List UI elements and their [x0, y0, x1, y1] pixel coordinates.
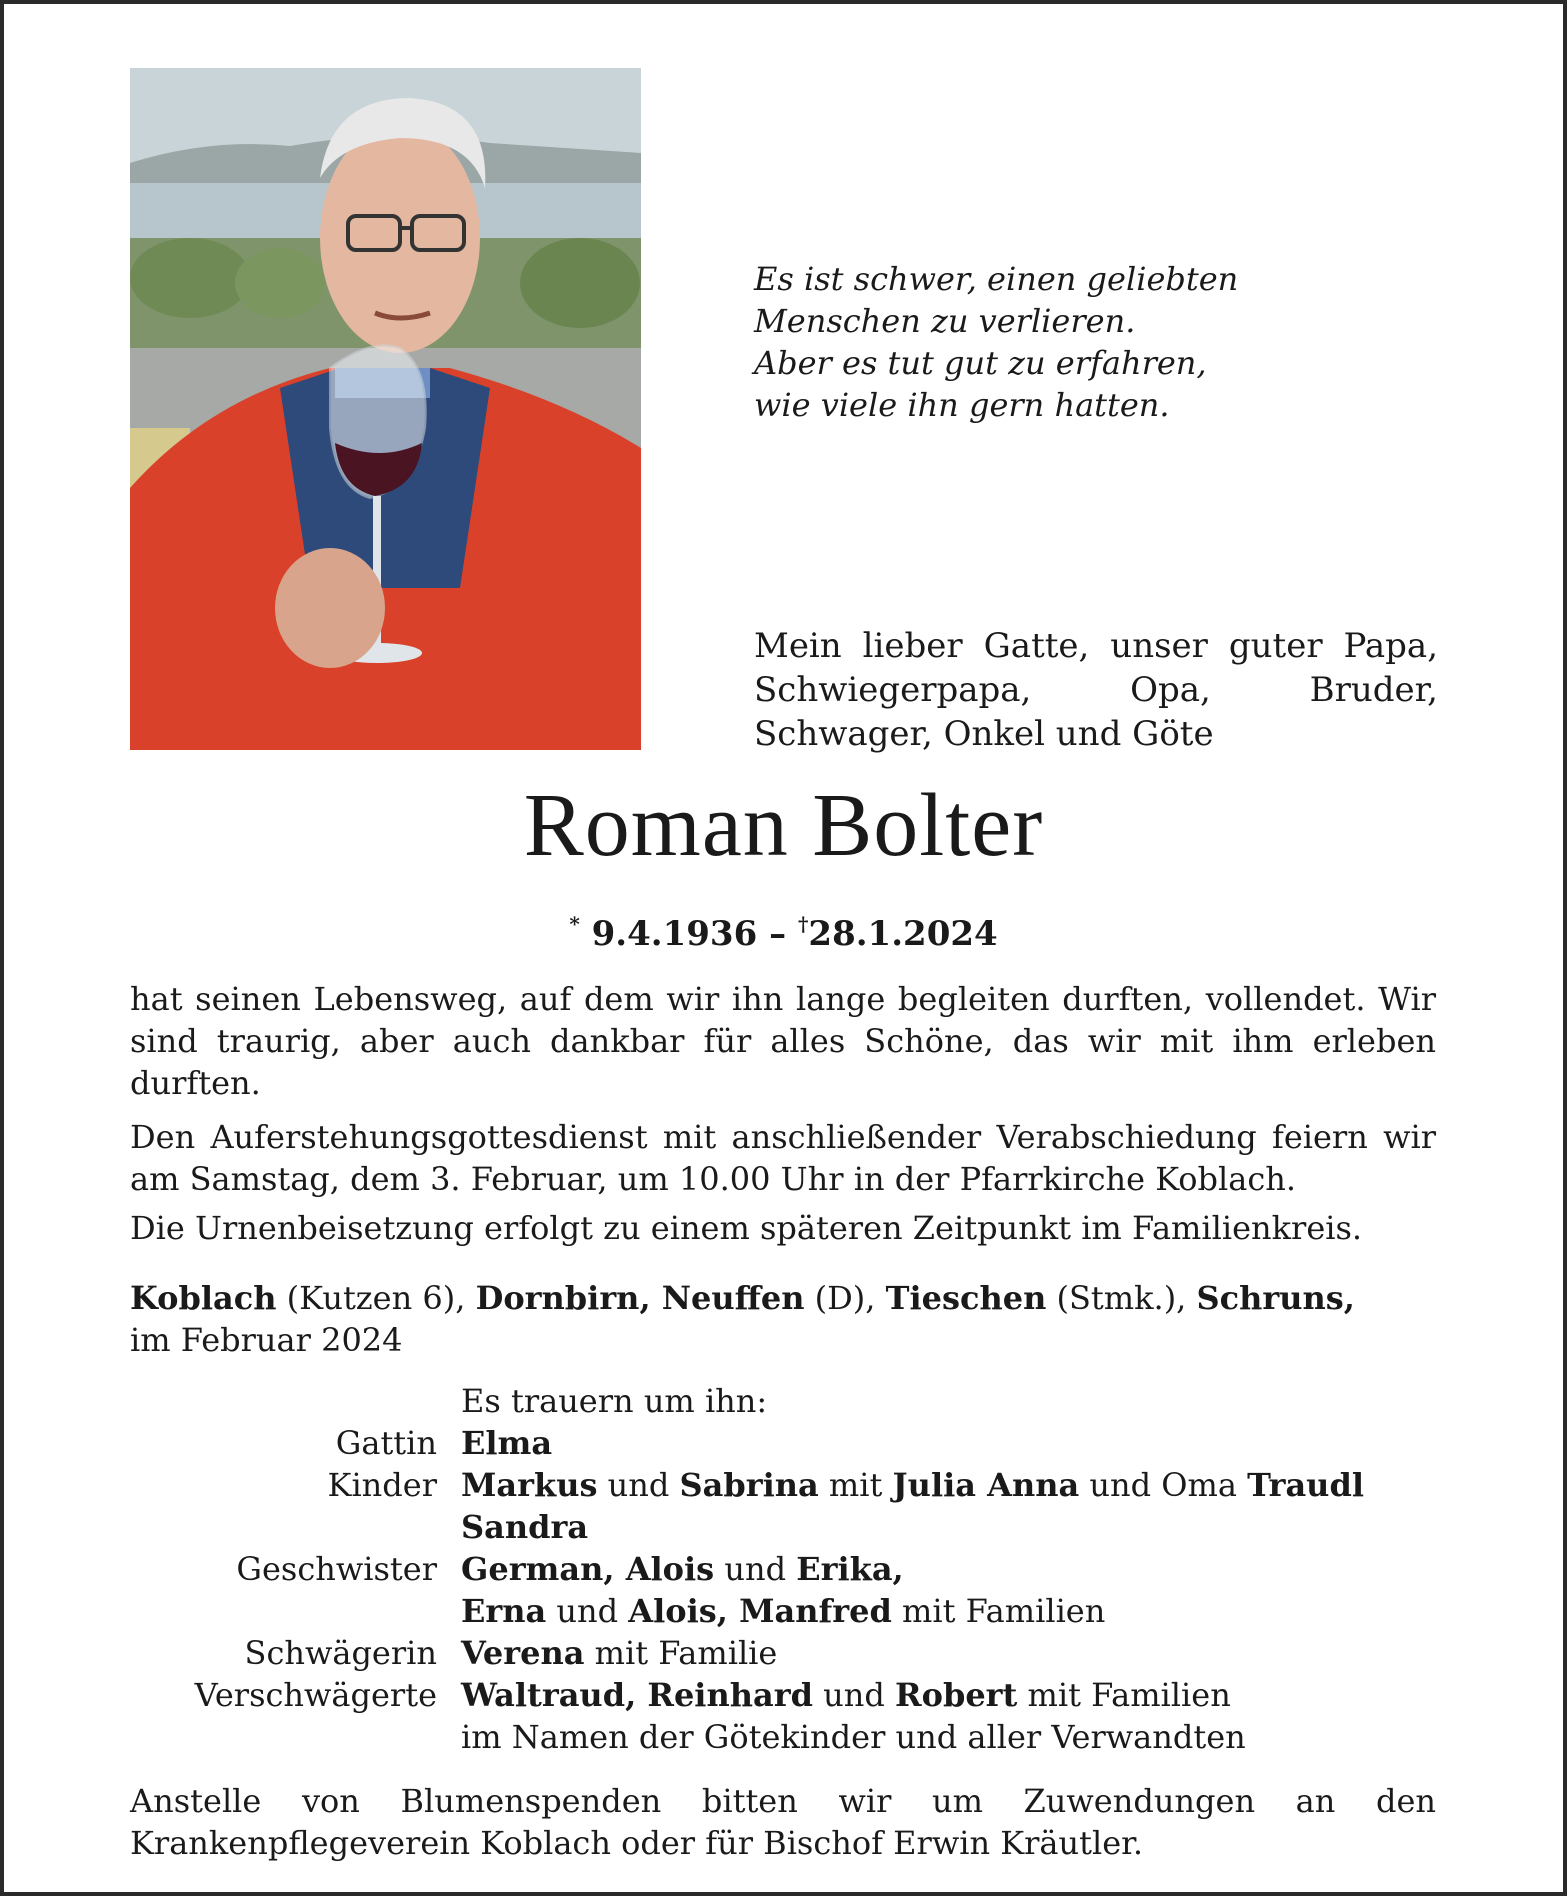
- connector: mit Familie: [584, 1634, 778, 1672]
- death-symbol: †: [797, 912, 809, 936]
- mourners-heading: Es trauern um ihn:: [461, 1382, 768, 1420]
- mourner-name: Sandra: [461, 1508, 589, 1546]
- birth-symbol: *: [569, 912, 580, 936]
- connector: und: [597, 1466, 680, 1504]
- poem: [754, 258, 1238, 426]
- mourner-name: Alois, Manfred: [628, 1592, 892, 1630]
- mourner-row-geschwister: [130, 1548, 1436, 1590]
- places-line: [130, 1277, 1436, 1361]
- place-note: (D),: [804, 1279, 886, 1317]
- mourner-row-schwaegerin: [130, 1632, 1436, 1674]
- connector: und: [812, 1676, 895, 1714]
- place-name: Schruns,: [1196, 1279, 1355, 1317]
- connector: mit Familien: [891, 1592, 1106, 1630]
- mourner-row-geschwister-2: [130, 1590, 1436, 1632]
- place-note: (Kutzen 6),: [276, 1279, 476, 1317]
- place-name: Dornbirn, Neuffen: [475, 1279, 805, 1317]
- mourner-name: Waltraud, Reinhard: [461, 1676, 813, 1714]
- mourner-row-footer: [130, 1716, 1436, 1758]
- mourners-heading-row: [130, 1380, 1436, 1422]
- relation-label: Gattin: [335, 1424, 437, 1462]
- paragraph-service: Den Auferstehungsgottesdienst mit anschließender Verabschiedung feiern wir am Samstag, dem 3. Februar, um 10.00 Uhr in der Pfarrkirche Koblach.: [130, 1118, 1436, 1198]
- connector: mit: [818, 1466, 893, 1504]
- mourner-name: Verena: [461, 1634, 585, 1672]
- relation-label: Verschwägerte: [194, 1676, 437, 1714]
- death-date: 28.1.2024: [808, 914, 998, 954]
- place-name: Koblach: [130, 1279, 277, 1317]
- relation-label: Schwägerin: [244, 1634, 437, 1672]
- paragraph-lifepath: hat seinen Lebensweg, auf dem wir ihn lange begleiten durften, vollendet. Wir sind traurig, aber auch dankbar für alles Schöne, das wir mit ihm erleben durften.: [130, 980, 1436, 1102]
- mourner-row-verschwaegerte: [130, 1674, 1436, 1716]
- poem-line: Menschen zu verlieren.: [754, 302, 1136, 340]
- connector: mit Familien: [1017, 1676, 1231, 1714]
- mourner-name: Traudl: [1247, 1466, 1364, 1504]
- mourners-footer: im Namen der Götekinder und aller Verwandten: [461, 1718, 1246, 1756]
- place-date: im Februar 2024: [130, 1321, 403, 1359]
- connector: und: [546, 1592, 629, 1630]
- portrait-illustration: [130, 68, 641, 750]
- date-separator: –: [769, 914, 787, 954]
- mourner-name: Erna: [461, 1592, 547, 1630]
- life-dates: [0, 902, 1567, 956]
- mourner-row-kinder: [130, 1464, 1436, 1506]
- mourner-row-kinder-2: [130, 1506, 1436, 1548]
- poem-line: Aber es tut gut zu erfahren,: [754, 344, 1207, 382]
- relation-label: Geschwister: [236, 1550, 437, 1588]
- mourner-name: Erika,: [796, 1550, 904, 1588]
- place-name: Tieschen: [885, 1279, 1047, 1317]
- connector: und Oma: [1079, 1466, 1248, 1504]
- mourner-row-gattin: [130, 1422, 1436, 1464]
- mourner-name: Robert: [895, 1676, 1018, 1714]
- paragraph-burial: Die Urnenbeisetzung erfolgt zu einem späteren Zeitpunkt im Familienkreis.: [130, 1209, 1363, 1247]
- intro-text: Mein lieber Gatte, unser guter Papa, Schwiegerpapa, Opa, Bruder, Schwager, Onkel und Göte: [754, 626, 1438, 754]
- relation-label: Kinder: [327, 1466, 437, 1504]
- mourner-name: Julia Anna: [892, 1466, 1080, 1504]
- closing-note: Anstelle von Blumenspenden bitten wir um Zuwendungen an den Krankenpflegeverein Koblach oder für Bischof Erwin Kräutler.: [130, 1782, 1436, 1862]
- mourner-name: German, Alois: [461, 1550, 715, 1588]
- mourner-name: Sabrina: [679, 1466, 819, 1504]
- birth-date: 9.4.1936: [591, 914, 758, 954]
- deceased-name: Roman Bolter: [523, 776, 1044, 875]
- mourners-list: [130, 1380, 1436, 1758]
- poem-line: wie viele ihn gern hatten.: [754, 386, 1170, 424]
- mourner-name: Elma: [461, 1424, 553, 1462]
- place-note: (Stmk.),: [1046, 1279, 1197, 1317]
- poem-line: Es ist schwer, einen geliebten: [754, 260, 1239, 298]
- portrait-photo: [130, 68, 641, 750]
- mourner-name: Markus: [461, 1466, 598, 1504]
- connector: und: [714, 1550, 797, 1588]
